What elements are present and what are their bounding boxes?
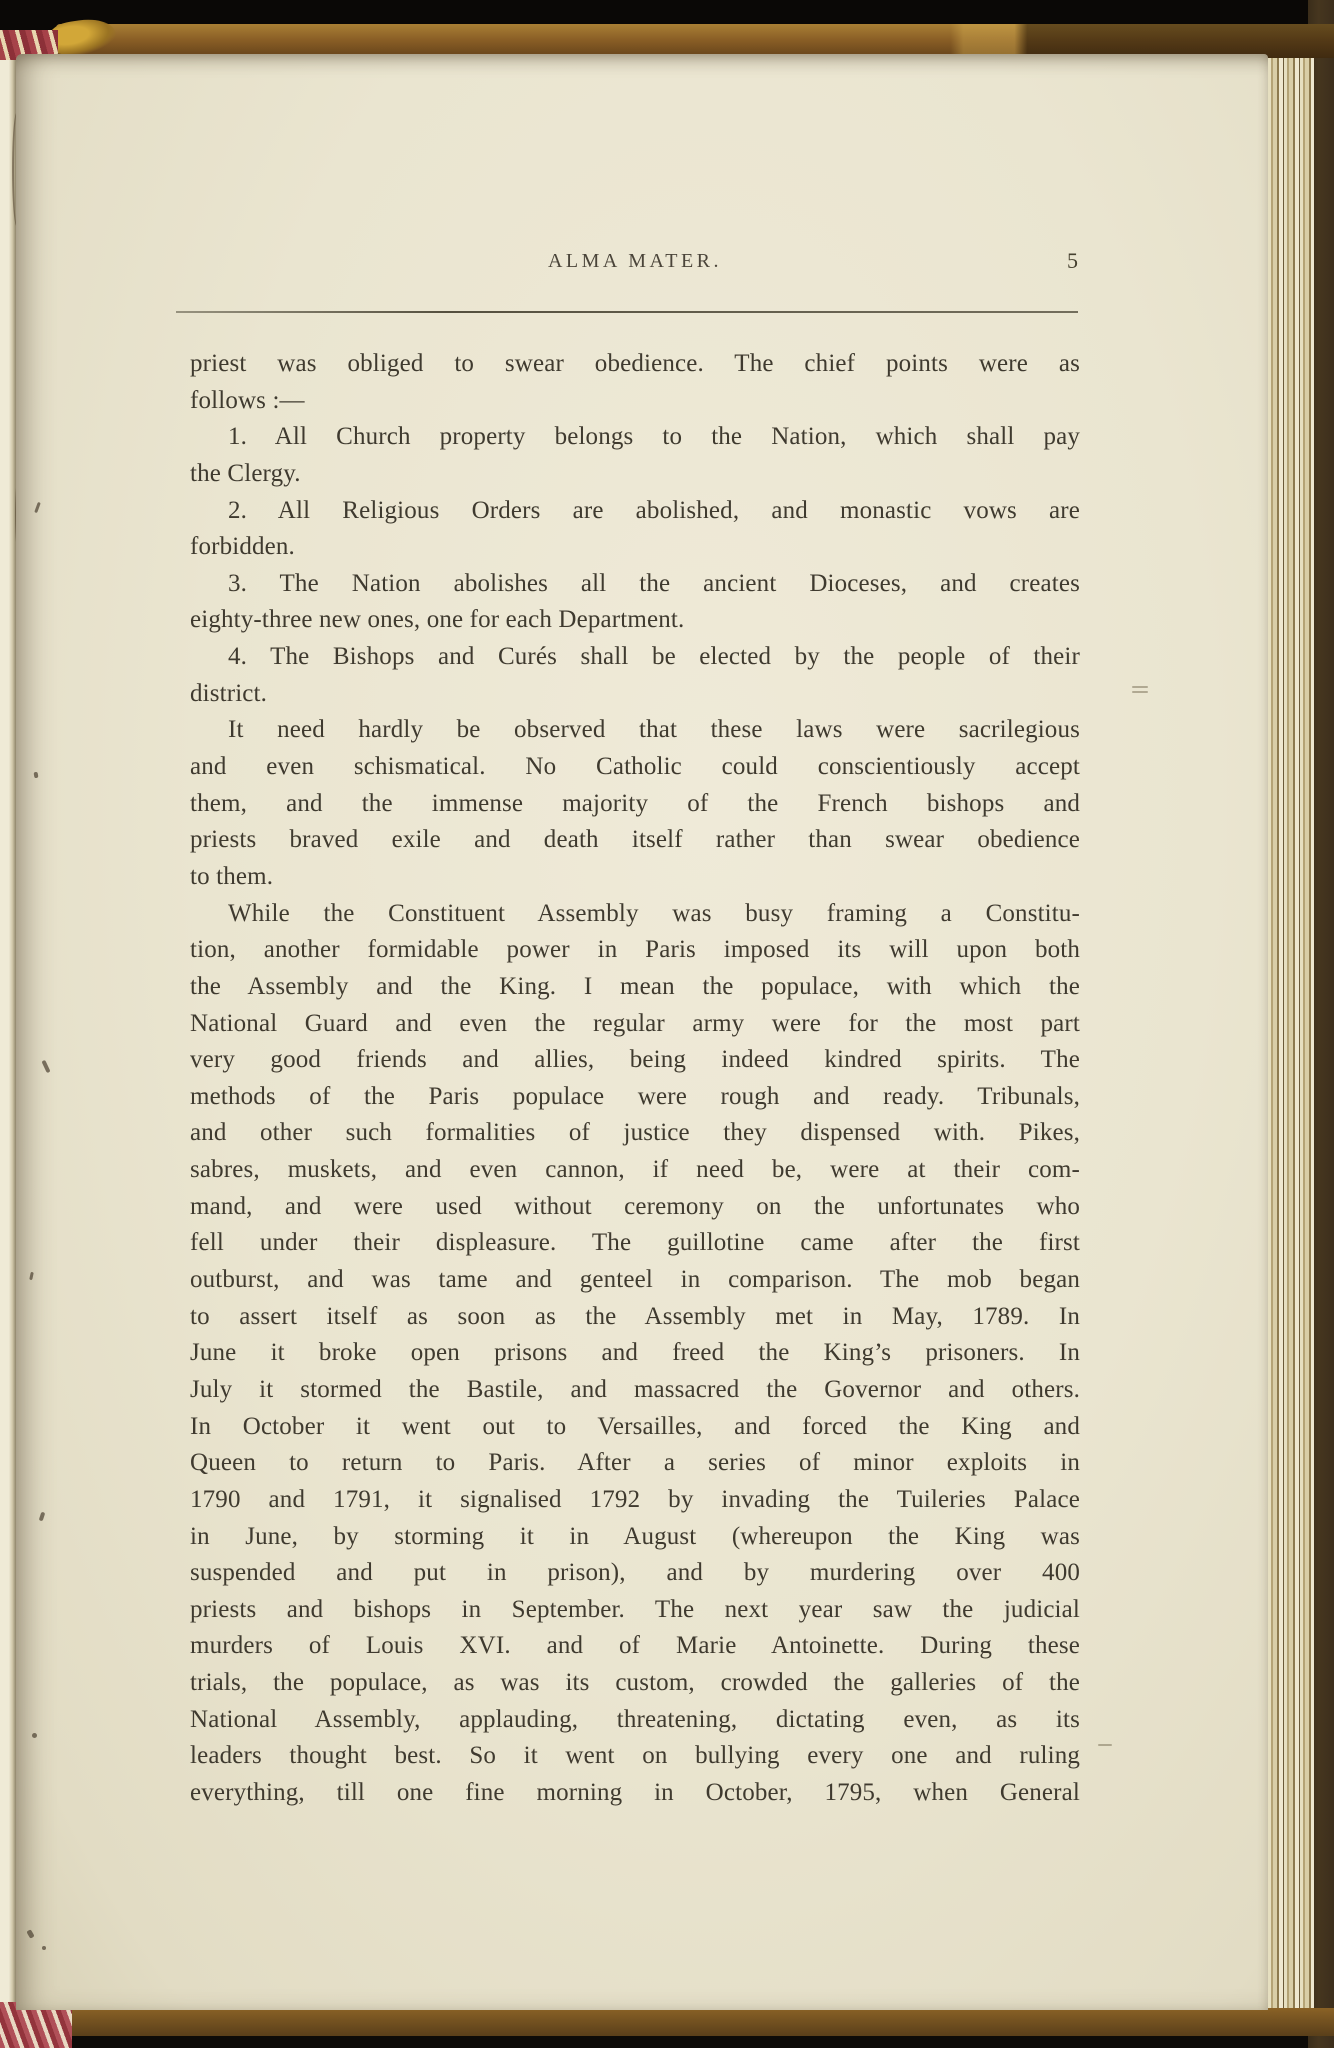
text-line: priests and bishops in September. The next year saw the judicial (190, 1595, 1080, 1623)
page-blemish (34, 772, 39, 779)
book-page (16, 54, 1268, 2010)
text-line: suspended and put in prison), and by murdering over 400 (190, 1559, 1080, 1587)
book-top-edge (56, 24, 1334, 58)
text-line: mand, and were used without ceremony on the unfortunates who (190, 1192, 1080, 1220)
text-line: While the Constituent Assembly was busy framing a Constitu- (228, 899, 1080, 927)
book-bottom-edge (28, 2008, 1334, 2036)
body-text (190, 346, 1080, 1812)
text-line: forbidden. (190, 533, 295, 561)
page-blemish (39, 1512, 46, 1522)
page-header-title: ALMA MATER. (547, 250, 723, 272)
text-line: outburst, and was tame and genteel in comparison. The mob began (190, 1266, 1080, 1294)
text-line: sabres, muskets, and even cannon, if need be, were at their com- (190, 1156, 1080, 1184)
page-blemish (32, 1733, 37, 1738)
text-line: the Assembly and the King. I mean the populace, with which the (190, 972, 1080, 1000)
text-line: 3. The Nation abolishes all the ancient Dioceses, and creates (228, 569, 1080, 597)
text-line: priests braved exile and death itself rather than swear obedience (190, 826, 1080, 854)
page-blemish (29, 1272, 34, 1280)
running-head (190, 250, 1080, 284)
text-line: them, and the immense majority of the French bishops and (190, 789, 1080, 817)
page-edge-stack (1266, 52, 1314, 2024)
text-line: to assert itself as soon as the Assembly met in May, 1789. In (190, 1302, 1080, 1330)
text-line: murders of Louis XVI. and of Marie Antoinette. During these (190, 1632, 1080, 1660)
text-line: 4. The Bishops and Curés shall be elected by the people of their (228, 643, 1080, 671)
text-line: and even schismatical. No Catholic could conscientiously accept (190, 753, 1080, 781)
text-line: 1790 and 1791, it signalised 1792 by invading the Tuileries Palace (190, 1485, 1080, 1513)
text-line: the Clergy. (190, 459, 301, 487)
text-line: 2. All Religious Orders are abolished, and monastic vows are (228, 496, 1080, 524)
text-line: methods of the Paris populace were rough and ready. Tribunals, (190, 1082, 1080, 1110)
text-line: fell under their displeasure. The guillotine came after the first (190, 1229, 1080, 1257)
text-line: 1. All Church property belongs to the Nation, which shall pay (228, 423, 1080, 451)
text-line: trials, the populace, as was its custom, crowded the galleries of the (190, 1669, 1080, 1697)
text-line: priest was obliged to swear obedience. The chief points were as (190, 350, 1080, 377)
text-line: tion, another formidable power in Paris imposed its will upon both (190, 936, 1080, 964)
text-line: eighty-three new ones, one for each Department. (190, 606, 685, 634)
text-line: July it stormed the Bastile, and massacred the Governor and others. (190, 1375, 1080, 1403)
text-line: National Guard and even the regular army were for the most part (190, 1009, 1080, 1037)
page-blemish (26, 1929, 34, 1938)
header-rule (176, 311, 1078, 313)
text-line: district. (190, 679, 268, 707)
page-number: 5 (1067, 248, 1078, 273)
text-line: National Assembly, applauding, threatening, dictating even, as its (190, 1705, 1080, 1733)
page-blemish (1132, 686, 1148, 688)
facing-page-edge (0, 56, 16, 2020)
text-line: everything, till one fine morning in October, 1795, when General (190, 1778, 1080, 1806)
text-line: and other such formalities of justice they dispensed with. Pikes, (190, 1119, 1080, 1147)
text-line: It need hardly be observed that these laws were sacrilegious (228, 716, 1080, 744)
text-line: very good friends and allies, being indeed kindred spirits. The (190, 1046, 1080, 1074)
page-blemish (1098, 1744, 1112, 1746)
text-line: June it broke open prisons and freed the King’s prisoners. In (190, 1339, 1080, 1367)
text-line: follows :— (190, 386, 305, 414)
text-line: leaders thought best. So it went on bullying every one and ruling (190, 1742, 1080, 1770)
text-line: Queen to return to Paris. After a series of minor exploits in (190, 1449, 1080, 1477)
page-blemish (34, 502, 41, 513)
text-line: in June, by storming it in August (whereupon the King was (190, 1522, 1080, 1550)
text-line: to them. (190, 862, 274, 890)
page-blemish (42, 1946, 46, 1950)
page-blemish (41, 1060, 50, 1073)
text-line: In October it went out to Versailles, and forced the King and (190, 1412, 1080, 1440)
